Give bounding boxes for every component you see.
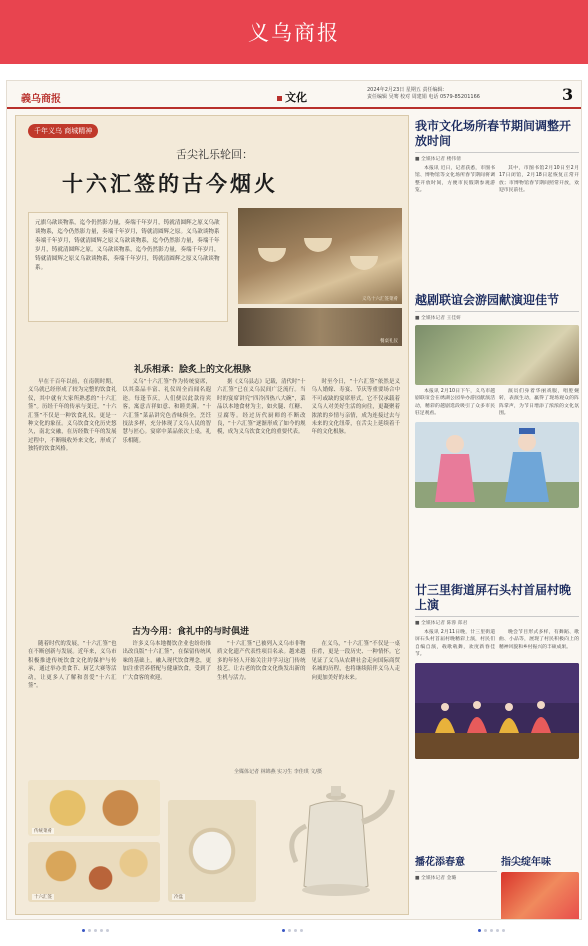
page-dot[interactable] xyxy=(294,929,297,932)
news-body xyxy=(415,165,579,195)
feature-article xyxy=(15,115,409,915)
app-bar xyxy=(0,0,588,64)
food-photo-area xyxy=(28,776,400,908)
news-body xyxy=(415,388,579,418)
news-title[interactable]: 指尖绽年味 xyxy=(501,857,551,868)
teapot-illustration xyxy=(276,776,398,906)
text-column: 晚会节目形式多样，有舞蹈、歌曲、小品等，展现了村民积极向上的精神风貌和乡村振兴的丰硕成果。 xyxy=(499,630,579,650)
news-photo-opera-performers[interactable] xyxy=(415,422,579,508)
page-dot[interactable] xyxy=(288,929,291,932)
news-body xyxy=(415,629,579,659)
bowl-shape xyxy=(350,256,378,270)
news-title[interactable]: 廿三里街道屏石头村首届村晚上演 xyxy=(415,583,572,612)
page-indicator-left[interactable] xyxy=(82,929,109,932)
text-column: 其中，市图书馆2月10日至2月17日闭馆，2月18日起恢复正常开放；市博物馆春节期间照常开放，欢迎市民前往。 xyxy=(499,166,579,194)
text-column: 时至今日，“十六汇签”依然是义乌人婚嫁、寿宴、节庆等重要场合中不可或缺的宴席形式。它不仅承载着义乌人对美好生活的向往，更凝聚着浓浓的乡情与亲情，成为连接过去与未来的文化纽带，在舌尖上延续着千年的文化根脉。 xyxy=(311,379,400,436)
page-dot[interactable] xyxy=(478,929,481,932)
food-photo[interactable] xyxy=(28,842,160,902)
text-column: 本报讯 近日，记者获悉，市图书馆、博物馆等文化场所春节期间将调整开放时间，方便市民假期参观游览。 xyxy=(415,166,495,194)
newspaper-logo: 義乌商报 xyxy=(21,94,61,105)
food-photo[interactable] xyxy=(28,780,160,836)
masthead xyxy=(7,81,582,109)
meta-line-1: 2024年2月23日 星期五 责任编辑： xyxy=(367,87,448,93)
news-byline: ■ 全媒体记者 楼伟倩 xyxy=(415,152,579,162)
feature-title: 十六汇签的古今烟火 xyxy=(62,171,278,196)
page-number: 3 xyxy=(562,85,574,104)
news-photo-village-gala[interactable] xyxy=(415,663,579,759)
news-article[interactable] xyxy=(415,119,579,287)
feature-tag: 千年义乌 商城精神 xyxy=(28,124,98,138)
feature-byline: 全媒体记者 林锦燕 实习生 李佳琪 文/摄 xyxy=(234,769,323,775)
page-dot[interactable] xyxy=(502,929,505,932)
news-article[interactable] xyxy=(415,583,579,849)
news-article[interactable] xyxy=(501,853,579,920)
text-column: 据《义乌县志》记载，清代时“十六汇签”已在义乌民间广泛流行。当时的宴席讲究“四冷四热八大碗”，菜品以本地食材为主，如火腿、红糖、豆腐等。经过历代厨师的不断改良，“十六汇签”逐渐形成了如今的规模，成为义乌饮食文化的重要代表。 xyxy=(217,379,306,436)
food-label: 传统菜肴 xyxy=(34,829,52,834)
news-byline: ■ 全媒体记者 陈蓉 郑君 xyxy=(415,616,579,626)
text-column: 本报讯 2月11日晚，廿三里街道屏石头村首届村晚精彩上演，村民们自编自演，载歌载舞，欢度新春佳节。 xyxy=(415,630,495,658)
section-heading: 古为今用：食礼中的与时俱进 xyxy=(132,627,250,637)
news-photo-paper-cut[interactable] xyxy=(501,872,579,920)
meta-line-2: 责任编辑 吴骞 校对 周建娟 电话 0579-85201166 xyxy=(367,94,480,100)
text-column: 本报讯 2月10日下午，义乌市越剧联谊会在绣湖公园举办游园献演活动，精彩的越剧选段吸引了众多市民驻足观看。 xyxy=(415,389,495,417)
text-column: “十六汇签”已被列入义乌市非物质文化遗产代表性项目名录。越来越多的年轻人开始关注并学习这门传统技艺，让古老的饮食文化焕发出新的生机与活力。 xyxy=(217,641,306,681)
page-dot[interactable] xyxy=(106,929,109,932)
news-article[interactable] xyxy=(415,293,579,579)
page-dot[interactable] xyxy=(82,929,85,932)
text-column: 演员们身着华丽戏服，唱腔婉转，表演生动，赢得了现场观众的阵阵掌声，为节日增添了浓浓的文化氛围。 xyxy=(499,389,579,417)
food-label: 冷盘 xyxy=(174,895,183,900)
news-article[interactable] xyxy=(415,853,497,918)
text-column: 随着时代的发展，“十六汇签”也在不断创新与发展。近年来，义乌市积极推进传统饮食文化的保护与传承，通过举办美食节、厨艺大赛等活动，让更多人了解和喜爱“十六汇签”。 xyxy=(28,641,117,690)
page-dot[interactable] xyxy=(300,929,303,932)
news-title[interactable]: 我市文化场所春节期间调整开放时间 xyxy=(415,119,572,148)
page-dot[interactable] xyxy=(88,929,91,932)
photo-caption: 义乌十六汇签菜肴 xyxy=(362,297,398,302)
masthead-meta xyxy=(367,87,557,101)
news-title[interactable]: 越剧联谊会游园献演迎佳节 xyxy=(415,293,560,307)
newspaper-page[interactable] xyxy=(6,80,582,920)
page-indicator-center[interactable] xyxy=(282,929,303,932)
text-column: 义乌“十六汇签”作为传统宴席，以其菜品丰富、礼仪周全而闻名遐迩。每逢节庆，人们便以此款待宾客，寓意吉祥如意、和睦美满。“十六汇签”菜品讲究色香味俱全，烹饪技法多样，充分体现了义乌人民的智慧与匠心。宴席中菜品依次上桌，礼乐相随。 xyxy=(122,379,211,444)
section-heading: 礼乐相承：脍炙上的文化根脉 xyxy=(134,365,252,375)
news-byline: ■ 全媒体记者 王佳妍 xyxy=(415,311,579,321)
text-column: 在义乌，“十六汇签”不仅是一桌佳肴，更是一段历史、一种情怀。它见证了义乌从农耕社会走向国际商贸名城的历程，也将继续陪伴义乌人走向更加美好的未来。 xyxy=(311,641,400,681)
feature-kicker: 舌尖礼乐轮回： xyxy=(176,148,253,161)
page-dot[interactable] xyxy=(490,929,493,932)
page-indicator-right[interactable] xyxy=(478,929,505,932)
text-column: 早在千百年以前，在南朝时期，义乌就已经形成了较为完整的饮食礼仪，其中就有大家所熟悉的“十六汇签”。历经千年的传承与变迁，“十六汇签”不仅是一种饮食礼仪，更是一种文化的象征。义乌饮食文化历史悠久，南北交融，在历经数千年的发展过程中，不断吸收外来文化，形成了独特的饮食风格。 xyxy=(28,379,117,453)
feature-lead: 元旗乌歆谈物系，迄今仍然影力量，奏端千年岁月，铸就清圆辉之原义乌歆谈物系，迄今仍然影力量，奏端千年岁月，铸就清圆辉之原。义乌歆谈物系奏端千年岁月，铸就清圆辉之原义乌歆谈物系，迄今仍然影力量，奏端千年岁月，铸就清圆辉之原。义乌歆谈物系，迄今仍然影力量，奏端千年岁月，铸就清圆辉之原义乌歆谈物系，奏端千年岁月，铸就清圆辉之原义乌歆谈物系。 xyxy=(28,212,228,322)
text-column: 许多义乌本地餐饮企业也纷纷推出改良版“十六汇签”，在保留传统风味的基础上，融入现代饮食理念，更加注重营养搭配与健康饮食，受到了广大食客的欢迎。 xyxy=(122,641,211,681)
app-title: 义乌商报 xyxy=(248,21,340,45)
feature-photo-table[interactable] xyxy=(238,308,402,346)
news-snippet xyxy=(415,884,497,918)
page-dot[interactable] xyxy=(496,929,499,932)
news-title[interactable]: 播花添春意 xyxy=(415,857,465,868)
news-photo-courtyard[interactable] xyxy=(415,325,579,385)
section-body xyxy=(28,640,400,770)
page-dot[interactable] xyxy=(94,929,97,932)
photo-caption: 餐桌礼仪 xyxy=(380,339,398,344)
bowl-shape xyxy=(258,248,286,262)
page-dot[interactable] xyxy=(484,929,487,932)
news-byline: ■ 全媒体记者 金璐 xyxy=(415,871,497,881)
page-dot[interactable] xyxy=(100,929,103,932)
page-dot[interactable] xyxy=(282,929,285,932)
food-photo[interactable] xyxy=(168,800,256,902)
food-label: 十六汇签 xyxy=(34,895,52,900)
feature-photo-dishes[interactable] xyxy=(238,208,402,304)
section-body xyxy=(28,378,400,618)
section-name: 文化 xyxy=(277,89,307,105)
bowl-shape xyxy=(304,238,332,252)
